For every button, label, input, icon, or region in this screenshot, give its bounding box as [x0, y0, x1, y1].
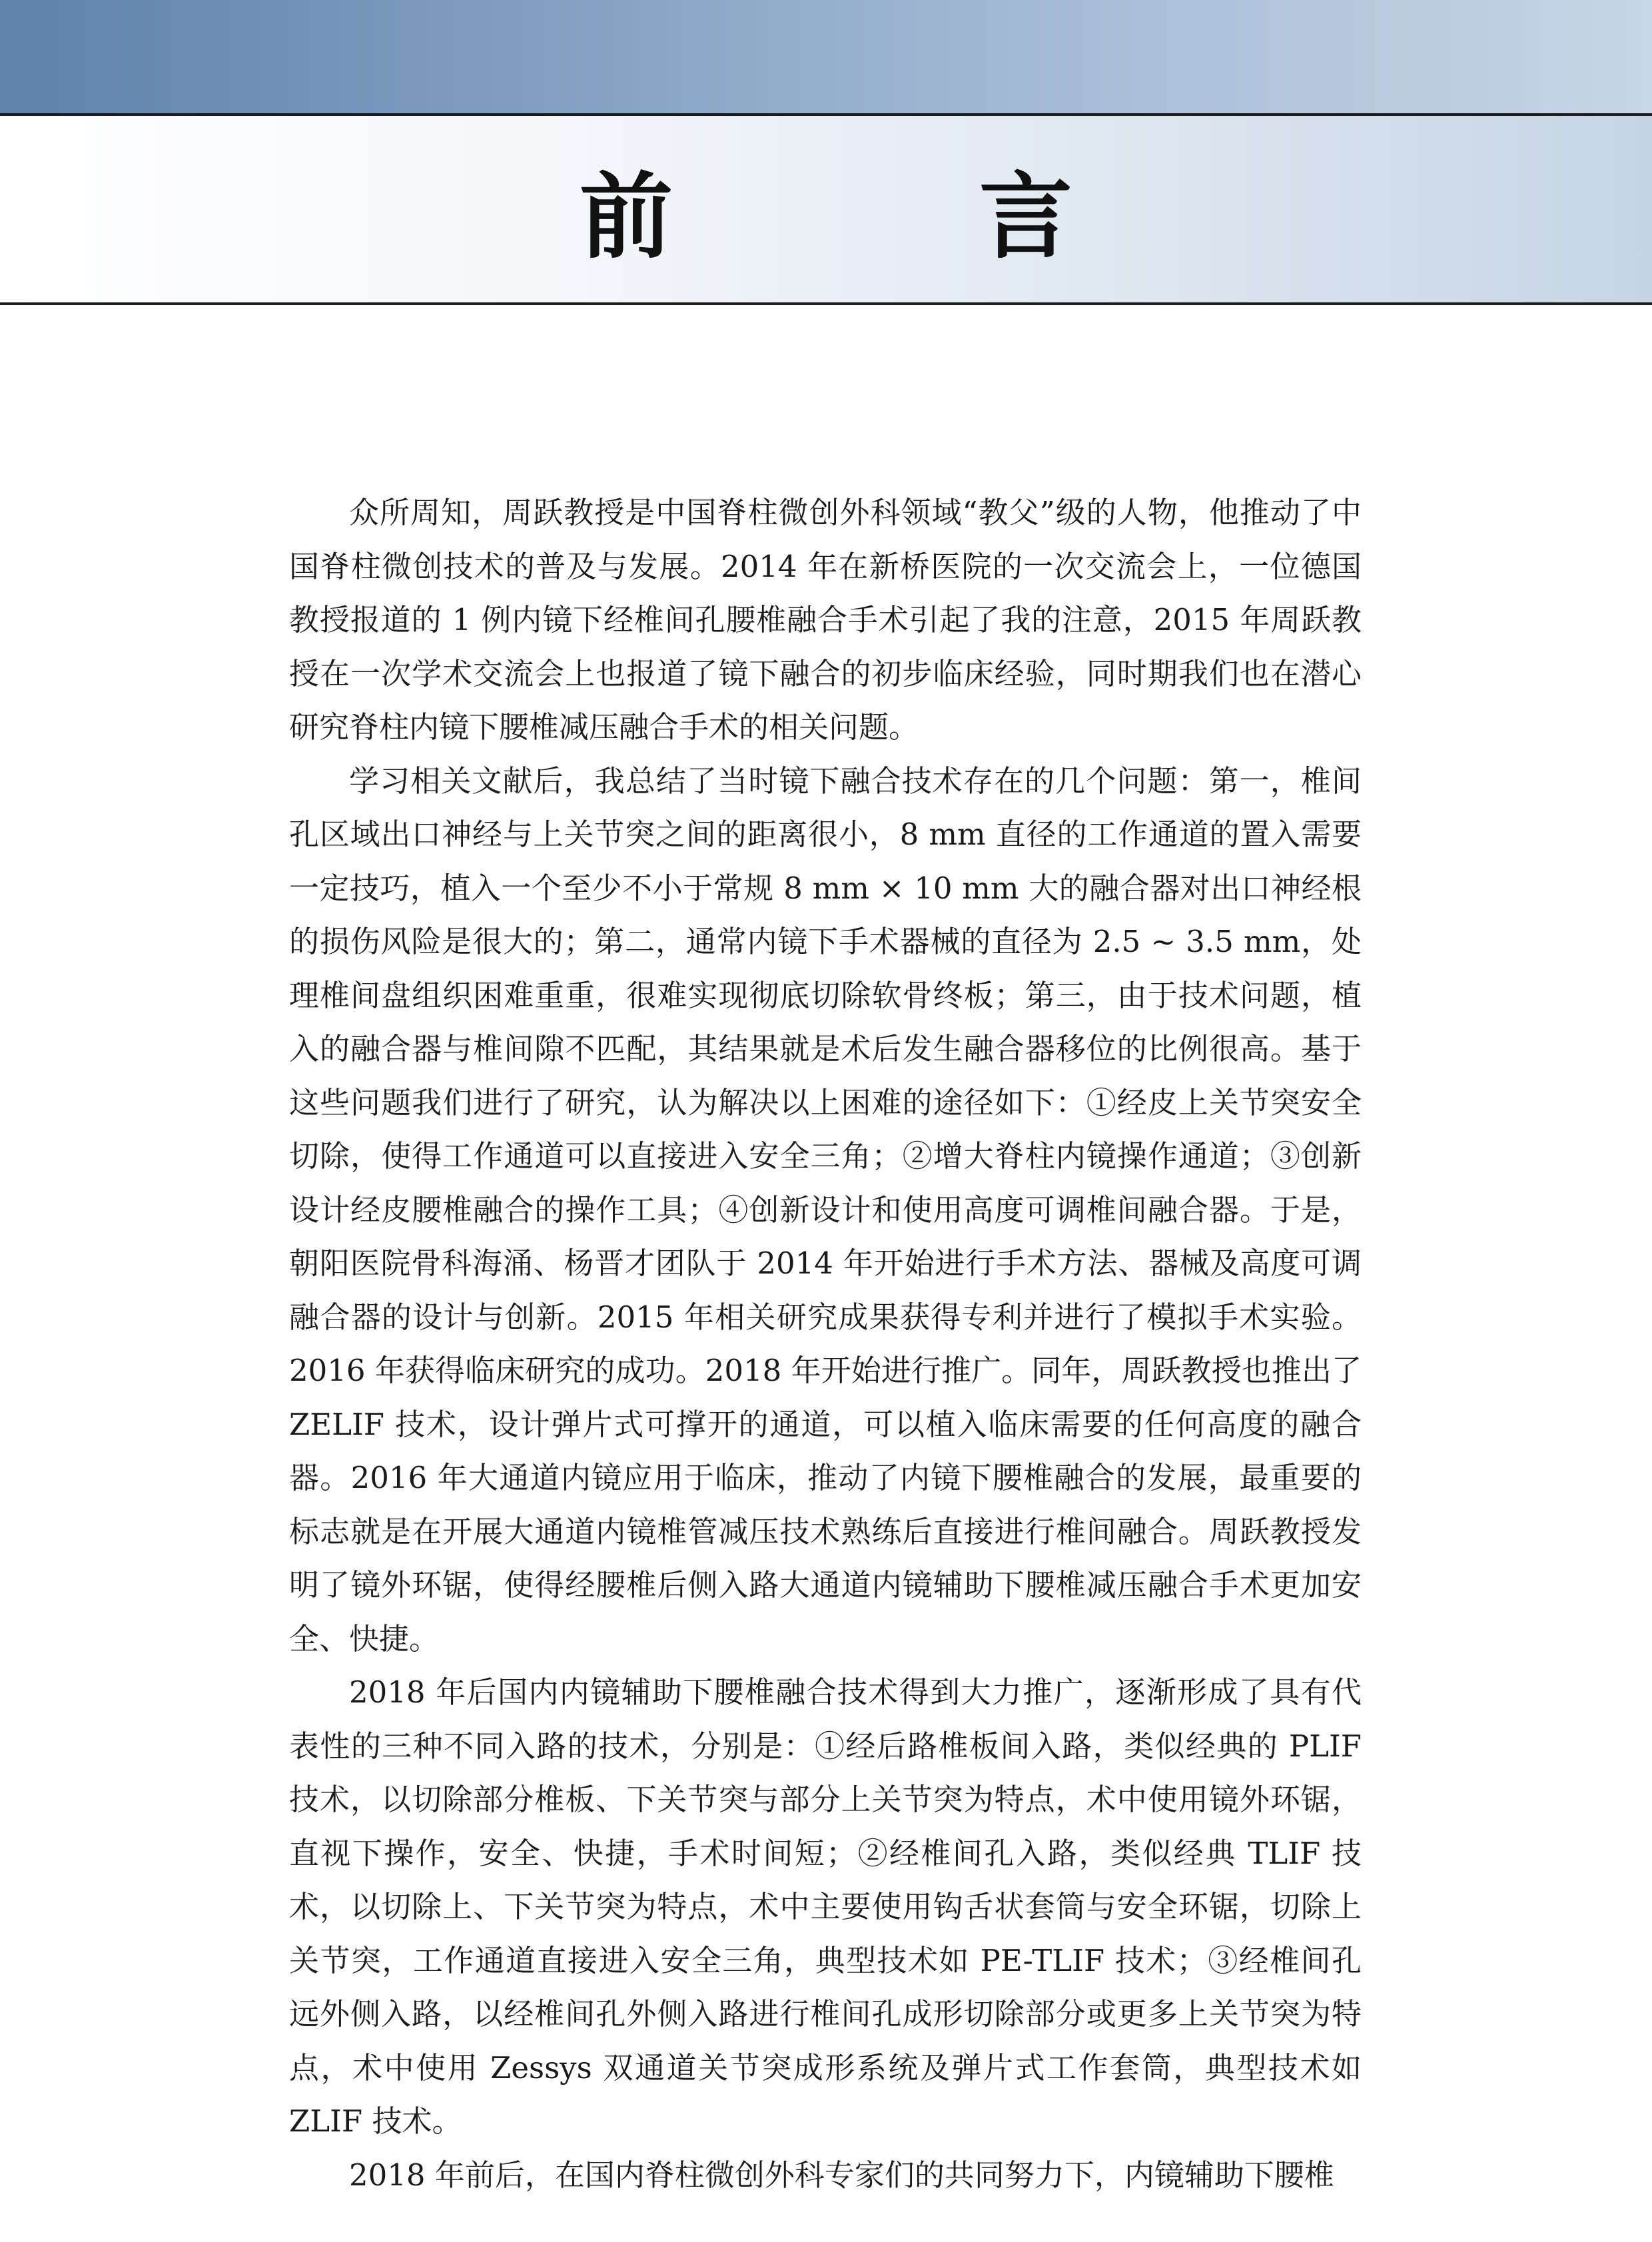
paragraph-4: 2018 年前后，在国内脊柱微创外科专家们的共同努力下，内镜辅助下腰椎	[349, 2157, 1334, 2193]
header-gradient-band	[0, 0, 1652, 113]
body-text	[289, 486, 1362, 2202]
page-title: 前 言	[579, 163, 1179, 272]
paragraph-1: 众所周知，周跃教授是中国脊柱微创外科领域“教父”级的人物，他推动了中国脊柱微创技术的普及与发展。2014 年在新桥医院的一次交流会上，一位德国教授报道的 1 例内镜下经椎间孔腰椎融合手术引起了我的注意，2015 年周跃教授在一次学术交流会上也报道了镜下融合的初步临床经验，同时期我们也在潜心研究脊柱内镜下腰椎减压融合手术的相关问题。	[289, 495, 1362, 745]
paragraph-2: 学习相关文献后，我总结了当时镜下融合技术存在的几个问题：第一，椎间孔区域出口神经与上关节突之间的距离很小，8 mm 直径的工作通道的置入需要一定技巧，植入一个至少不小于常规 8 mm × 10 mm 大的融合器对出口神经根的损伤风险是很大的；第二，通常内镜下手术器械的直径为 2.5 ~ 3.5 mm，处理椎间盘组织困难重重，很难实现彻底切除软骨终板；第三，由于技术问题，植入的融合器与椎间隙不匹配，其结果就是术后发生融合器移位的比例很高。基于这些问题我们进行了研究，认为解决以上困难的途径如下：①经皮上关节突安全切除，使得工作通道可以直接进入安全三角；②增大脊柱内镜操作通道；③创新设计经皮腰椎融合的操作工具；④创新设计和使用高度可调椎间融合器。于是，朝阳医院骨科海涌、杨晋才团队于 2014 年开始进行手术方法、器械及高度可调融合器的设计与创新。2015 年相关研究成果获得专利并进行了模拟手术实验。2016 年获得临床研究的成功。2018 年开始进行推广。同年，周跃教授也推出了 ZELIF 技术，设计弹片式可撑开的通道，可以植入临床需要的任何高度的融合器。2016 年大通道内镜应用于临床，推动了内镜下腰椎融合的发展，最重要的标志就是在开展大通道内镜椎管减压技术熟练后直接进行椎间融合。周跃教授发明了镜外环锯，使得经腰椎后侧入路大通道内镜辅助下腰椎减压融合手术更加安全、快捷。	[289, 763, 1362, 1657]
header-bottom-rule	[0, 302, 1652, 305]
paragraph-3: 2018 年后国内内镜辅助下腰椎融合技术得到大力推广，逐渐形成了具有代表性的三种不同入路的技术，分别是：①经后路椎板间入路，类似经典的 PLIF 技术，以切除部分椎板、下关节突与部分上关节突为特点，术中使用镜外环锯，直视下操作，安全、快捷，手术时间短；②经椎间孔入路，类似经典 TLIF 技术，以切除上、下关节突为特点，术中主要使用钩舌状套筒与安全环锯，切除上关节突，工作通道直接进入安全三角，典型技术如 PE-TLIF 技术；③经椎间孔远外侧入路，以经椎间孔外侧入路进行椎间孔成形切除部分或更多上关节突为特点，术中使用 Zessys 双通道关节突成形系统及弹片式工作套筒，典型技术如 ZLIF 技术。	[289, 1675, 1362, 2139]
